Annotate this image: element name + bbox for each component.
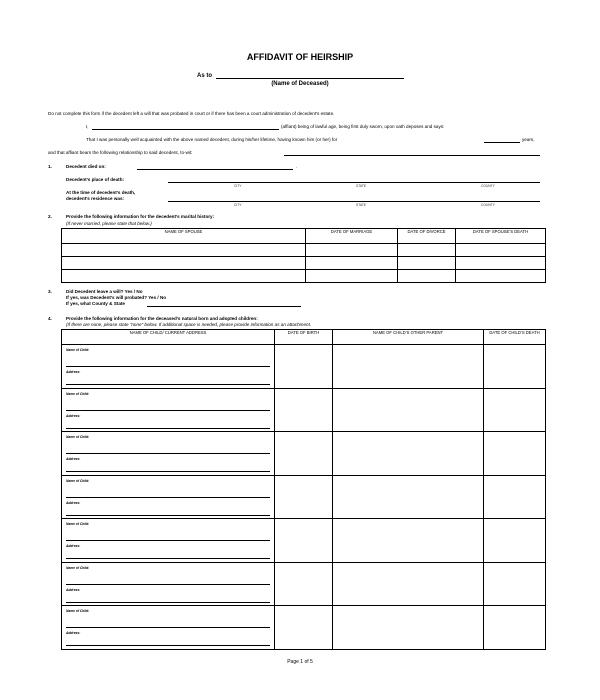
table-cell[interactable] xyxy=(275,606,333,650)
years-line[interactable] xyxy=(484,142,520,143)
county-state-line[interactable] xyxy=(147,306,301,307)
name-of-child-label: Name of Child: xyxy=(66,348,90,352)
as-to-label: As to xyxy=(197,73,212,79)
will-question: Did Decedent leave a will? Yes / No xyxy=(66,289,143,294)
child-name-line[interactable] xyxy=(66,540,270,541)
child-name-line[interactable] xyxy=(66,366,270,367)
residence-line[interactable] xyxy=(168,201,540,202)
i-label: I, xyxy=(86,124,89,129)
place-of-death-line[interactable] xyxy=(168,182,540,183)
address-label: Address: xyxy=(66,631,81,635)
table-cell[interactable] xyxy=(456,244,546,257)
table-cell[interactable] xyxy=(484,519,546,563)
table-cell[interactable] xyxy=(62,244,306,257)
table-cell[interactable] xyxy=(62,270,306,283)
name-of-child-label: Name of Child: xyxy=(66,522,90,526)
table-cell[interactable] xyxy=(275,345,333,389)
children-table xyxy=(61,329,546,650)
child-name-line[interactable] xyxy=(66,627,270,628)
child-address-line[interactable] xyxy=(66,428,270,429)
col-name-of-spouse: NAME OF SPOUSE xyxy=(62,229,306,244)
residence-label-line1: At the time of decedent’s death, xyxy=(66,190,136,195)
col-other-parent: NAME OF CHILD’S OTHER PARENT xyxy=(333,330,484,345)
table-cell[interactable] xyxy=(333,388,484,432)
county-label: COUNTY xyxy=(481,184,495,188)
marital-history-table xyxy=(61,228,546,283)
name-of-child-label: Name of Child: xyxy=(66,565,90,570)
child-address-line[interactable] xyxy=(66,471,270,472)
child-name-line[interactable] xyxy=(66,453,270,454)
table-cell[interactable] xyxy=(275,519,333,563)
marital-history-note: (If never married, please state that below.) xyxy=(66,221,152,226)
died-on-period: . xyxy=(296,164,298,169)
table-cell[interactable] xyxy=(484,388,546,432)
relationship-line[interactable] xyxy=(284,155,540,156)
address-label: Address: xyxy=(66,587,81,592)
table-cell[interactable] xyxy=(275,388,333,432)
county-label: COUNTY xyxy=(481,203,495,207)
children-note: (If there are none, please state “none” below. If additional space is needed, please provide information as an attachment. xyxy=(66,322,312,327)
city-label: CITY xyxy=(234,203,242,207)
section1-number: 1. xyxy=(48,164,52,169)
name-of-child-label: Name of Child: xyxy=(66,609,90,613)
address-label: Address: xyxy=(66,413,81,418)
table-cell[interactable] xyxy=(333,562,484,606)
relationship-text: and that affiant bears the following relationship to said decedent, to-wit: xyxy=(48,150,193,155)
acquaint-text: That I was personally well acquainted with the above named decedent, during his/her lifetime, having known him (or her) for xyxy=(86,137,338,142)
affiant-name-line[interactable] xyxy=(92,129,279,130)
child-address-line[interactable] xyxy=(66,384,270,385)
table-cell[interactable] xyxy=(456,270,546,283)
children-heading: Provide the following information for the deceased’s natural born and adopted children: xyxy=(66,316,258,321)
child-entry[interactable] xyxy=(62,519,275,563)
state-label: STATE xyxy=(356,184,367,188)
notice-text: Do not complete this form if the decedent left a will that was probated in court or if there has been a court administration of decedent’s estate. xyxy=(48,111,335,116)
table-cell[interactable] xyxy=(398,257,456,270)
table-cell[interactable] xyxy=(484,432,546,476)
document-title: AFFIDAVIT OF HEIRSHIP xyxy=(246,52,354,62)
child-entry[interactable] xyxy=(62,345,275,389)
table-cell[interactable] xyxy=(484,345,546,389)
place-of-death-label: Decedent’s place of death: xyxy=(66,177,125,182)
child-name-line[interactable] xyxy=(66,584,270,585)
col-name-of-child-address: NAME OF CHILD/ CURRENT ADDRESS xyxy=(62,330,275,345)
child-name-line[interactable] xyxy=(66,497,270,498)
table-cell[interactable] xyxy=(306,270,398,283)
table-cell[interactable] xyxy=(333,475,484,519)
state-label: STATE xyxy=(356,203,367,207)
child-address-line[interactable] xyxy=(66,515,270,516)
marital-history-heading: Provide the following information for the decedent’s marital history: xyxy=(66,214,215,219)
section2-number: 2. xyxy=(48,214,52,219)
child-entry[interactable] xyxy=(62,475,275,519)
county-state-question: If yes, what County & State xyxy=(66,301,125,306)
residence-label-line2: decedent’s residence was: xyxy=(66,196,125,201)
table-cell[interactable] xyxy=(333,345,484,389)
address-label: Address: xyxy=(66,457,81,461)
table-cell[interactable] xyxy=(484,606,546,650)
address-label: Address: xyxy=(66,500,81,505)
col-date-of-child-death: DATE OF CHILD’S DEATH xyxy=(484,330,546,345)
col-date-of-spouse-death: DATE OF SPOUSE’S DEATH xyxy=(456,229,546,244)
child-name-line[interactable] xyxy=(66,410,270,411)
table-cell[interactable] xyxy=(62,257,306,270)
died-on-line[interactable] xyxy=(137,169,293,170)
table-cell[interactable] xyxy=(484,562,546,606)
child-entry[interactable] xyxy=(62,562,275,606)
city-label: CITY xyxy=(234,184,242,188)
child-address-line[interactable] xyxy=(66,602,270,603)
page-number: Page 1 of 5 xyxy=(287,659,313,665)
table-cell[interactable] xyxy=(398,270,456,283)
table-cell[interactable] xyxy=(456,257,546,270)
deceased-name-line[interactable] xyxy=(216,78,404,79)
col-date-of-birth: DATE OF BIRTH xyxy=(275,330,333,345)
name-of-child-label: Name of Child: xyxy=(66,391,90,396)
table-cell[interactable] xyxy=(306,257,398,270)
table-cell[interactable] xyxy=(306,244,398,257)
died-on-label: Decedent died on: xyxy=(66,164,106,169)
address-label: Address: xyxy=(66,370,81,374)
table-cell[interactable] xyxy=(275,432,333,476)
name-of-child-label: Name of Child: xyxy=(66,478,90,483)
col-date-of-marriage: DATE OF MARRIAGE xyxy=(306,229,398,244)
will-probated-question: If yes, was Decedent’s will probated? Yes / No xyxy=(66,295,167,300)
table-cell[interactable] xyxy=(333,606,484,650)
child-entry[interactable] xyxy=(62,432,275,476)
table-cell[interactable] xyxy=(333,519,484,563)
name-of-child-label: Name of Child: xyxy=(66,435,90,439)
section4-number: 4. xyxy=(48,316,52,321)
table-cell[interactable] xyxy=(275,562,333,606)
child-entry[interactable] xyxy=(62,606,275,650)
col-date-of-divorce: DATE OF DIVORCE xyxy=(398,229,456,244)
child-entry[interactable] xyxy=(62,388,275,432)
affiant-text: (affiant) being of lawful age, being first duly sworn, upon oath deposes and says: xyxy=(281,124,445,129)
child-address-line[interactable] xyxy=(66,558,270,559)
address-label: Address: xyxy=(66,544,81,548)
table-cell[interactable] xyxy=(398,244,456,257)
name-of-deceased-caption: (Name of Deceased) xyxy=(271,81,329,87)
section3-number: 3. xyxy=(48,289,52,294)
table-cell[interactable] xyxy=(484,475,546,519)
years-label: years, xyxy=(522,137,535,142)
child-address-line[interactable] xyxy=(66,645,270,646)
table-cell[interactable] xyxy=(333,432,484,476)
table-cell[interactable] xyxy=(275,475,333,519)
